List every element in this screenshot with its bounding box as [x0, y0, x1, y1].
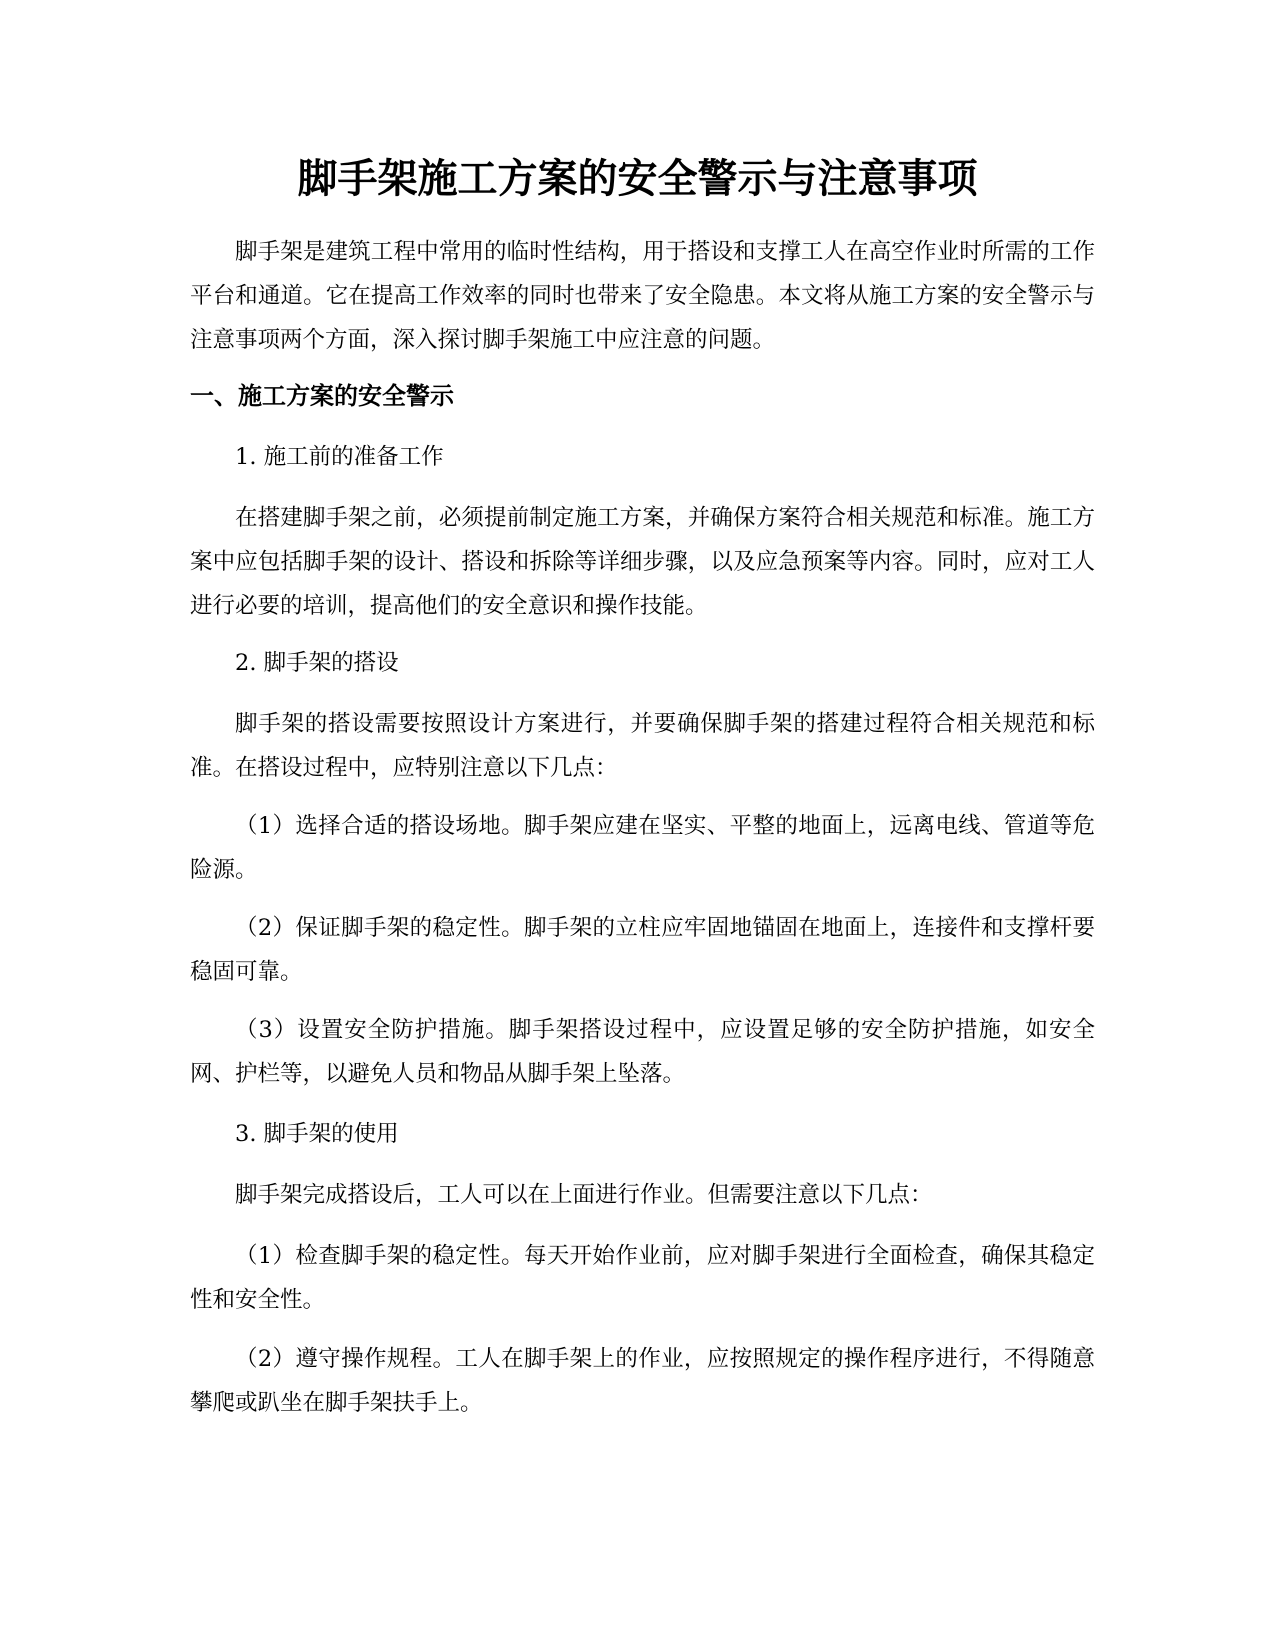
usage-point-2: （2）遵守操作规程。工人在脚手架上的作业，应按照规定的操作程序进行，不得随意攀爬或趴坐在脚手架扶手上。	[190, 1346, 1095, 1416]
item-heading-erection: 2. 脚手架的搭设	[235, 650, 399, 676]
document-title: 脚手架施工方案的安全警示与注意事项	[297, 156, 978, 202]
item-heading-usage: 3. 脚手架的使用	[235, 1121, 399, 1147]
erection-point-1: （1）选择合适的搭设场地。脚手架应建在坚实、平整的地面上，远离电线、管道等危险源。	[190, 813, 1095, 883]
usage-paragraph: 脚手架完成搭设后，工人可以在上面进行作业。但需要注意以下几点：	[235, 1182, 933, 1208]
erection-point-3: （3）设置安全防护措施。脚手架搭设过程中，应设置足够的安全防护措施，如安全网、护栏等，以避免人员和物品从脚手架上坠落。	[190, 1017, 1095, 1087]
usage-point-1: （1）检查脚手架的稳定性。每天开始作业前，应对脚手架进行全面检查，确保其稳定性和安全性。	[190, 1243, 1095, 1313]
section-heading: 一、施工方案的安全警示	[190, 382, 454, 410]
erection-paragraph: 脚手架的搭设需要按照设计方案进行，并要确保脚手架的搭建过程符合相关规范和标准。在搭设过程中，应特别注意以下几点：	[190, 711, 1095, 781]
preparation-paragraph: 在搭建脚手架之前，必须提前制定施工方案，并确保方案符合相关规范和标准。施工方案中应包括脚手架的设计、搭设和拆除等详细步骤，以及应急预案等内容。同时，应对工人进行必要的培训，提高他们的安全意识和操作技能。	[190, 505, 1095, 619]
item-heading-preparation: 1. 施工前的准备工作	[235, 444, 444, 470]
erection-point-2: （2）保证脚手架的稳定性。脚手架的立柱应牢固地锚固在地面上，连接件和支撑杆要稳固可靠。	[190, 915, 1095, 985]
intro-paragraph: 脚手架是建筑工程中常用的临时性结构，用于搭设和支撑工人在高空作业时所需的工作平台和通道。它在提高工作效率的同时也带来了安全隐患。本文将从施工方案的安全警示与注意事项两个方面，深入探讨脚手架施工中应注意的问题。	[190, 239, 1095, 353]
